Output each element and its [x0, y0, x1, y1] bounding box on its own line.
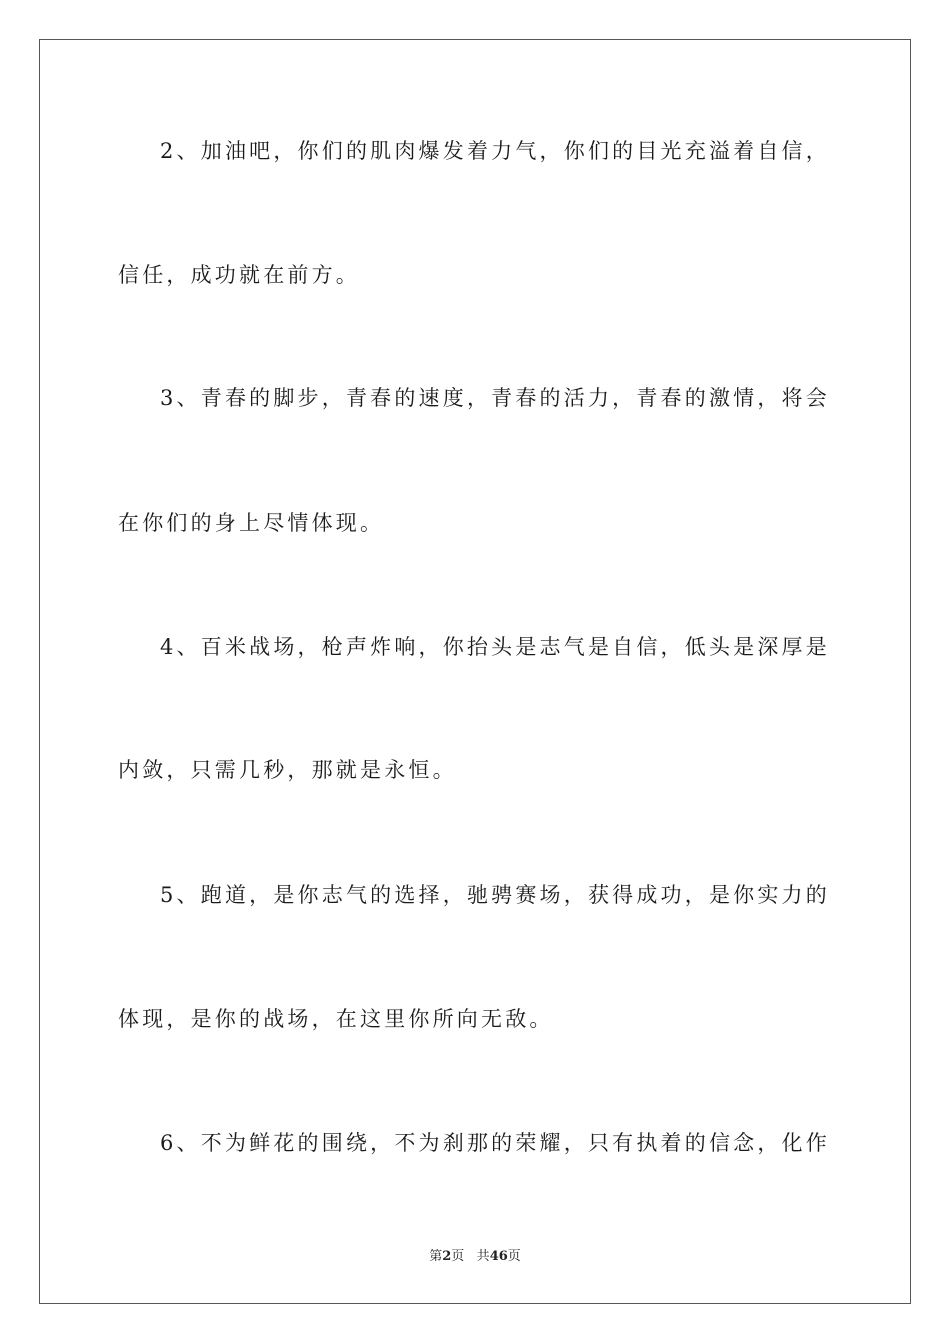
paragraph-5-line-1: 5、跑道，是你志气的选择，驰骋赛场，获得成功，是你实力的: [160, 883, 830, 907]
page-border: [39, 39, 911, 1304]
paragraph-2-line-2: 信任，成功就在前方。: [118, 263, 360, 287]
total-suffix: 页: [507, 1249, 521, 1264]
page-footer: [0, 1248, 950, 1266]
paragraph-6-line-1: 6、不为鲜花的围绕，不为刹那的荣耀，只有执着的信念，化作: [160, 1131, 830, 1155]
page-prefix: 第: [429, 1249, 443, 1264]
total-pages: 46: [489, 1249, 508, 1264]
total-prefix: 共: [476, 1249, 490, 1264]
page-suffix: 页: [451, 1249, 465, 1264]
paragraph-3-line-2: 在你们的身上尽情体现。: [118, 511, 385, 535]
paragraph-4-line-2: 内敛，只需几秒，那就是永恒。: [118, 758, 457, 782]
page-number: 2: [442, 1249, 452, 1264]
paragraph-2-line-1: 2、加油吧，你们的肌肉爆发着力气，你们的目光充溢着自信，: [160, 139, 830, 163]
paragraph-4-line-1: 4、百米战场，枪声炸响，你抬头是志气是自信，低头是深厚是: [160, 635, 830, 659]
paragraph-3-line-1: 3、青春的脚步，青春的速度，青春的活力，青春的激情，将会: [160, 386, 830, 410]
paragraph-5-line-2: 体现，是你的战场，在这里你所向无敌。: [118, 1007, 554, 1031]
